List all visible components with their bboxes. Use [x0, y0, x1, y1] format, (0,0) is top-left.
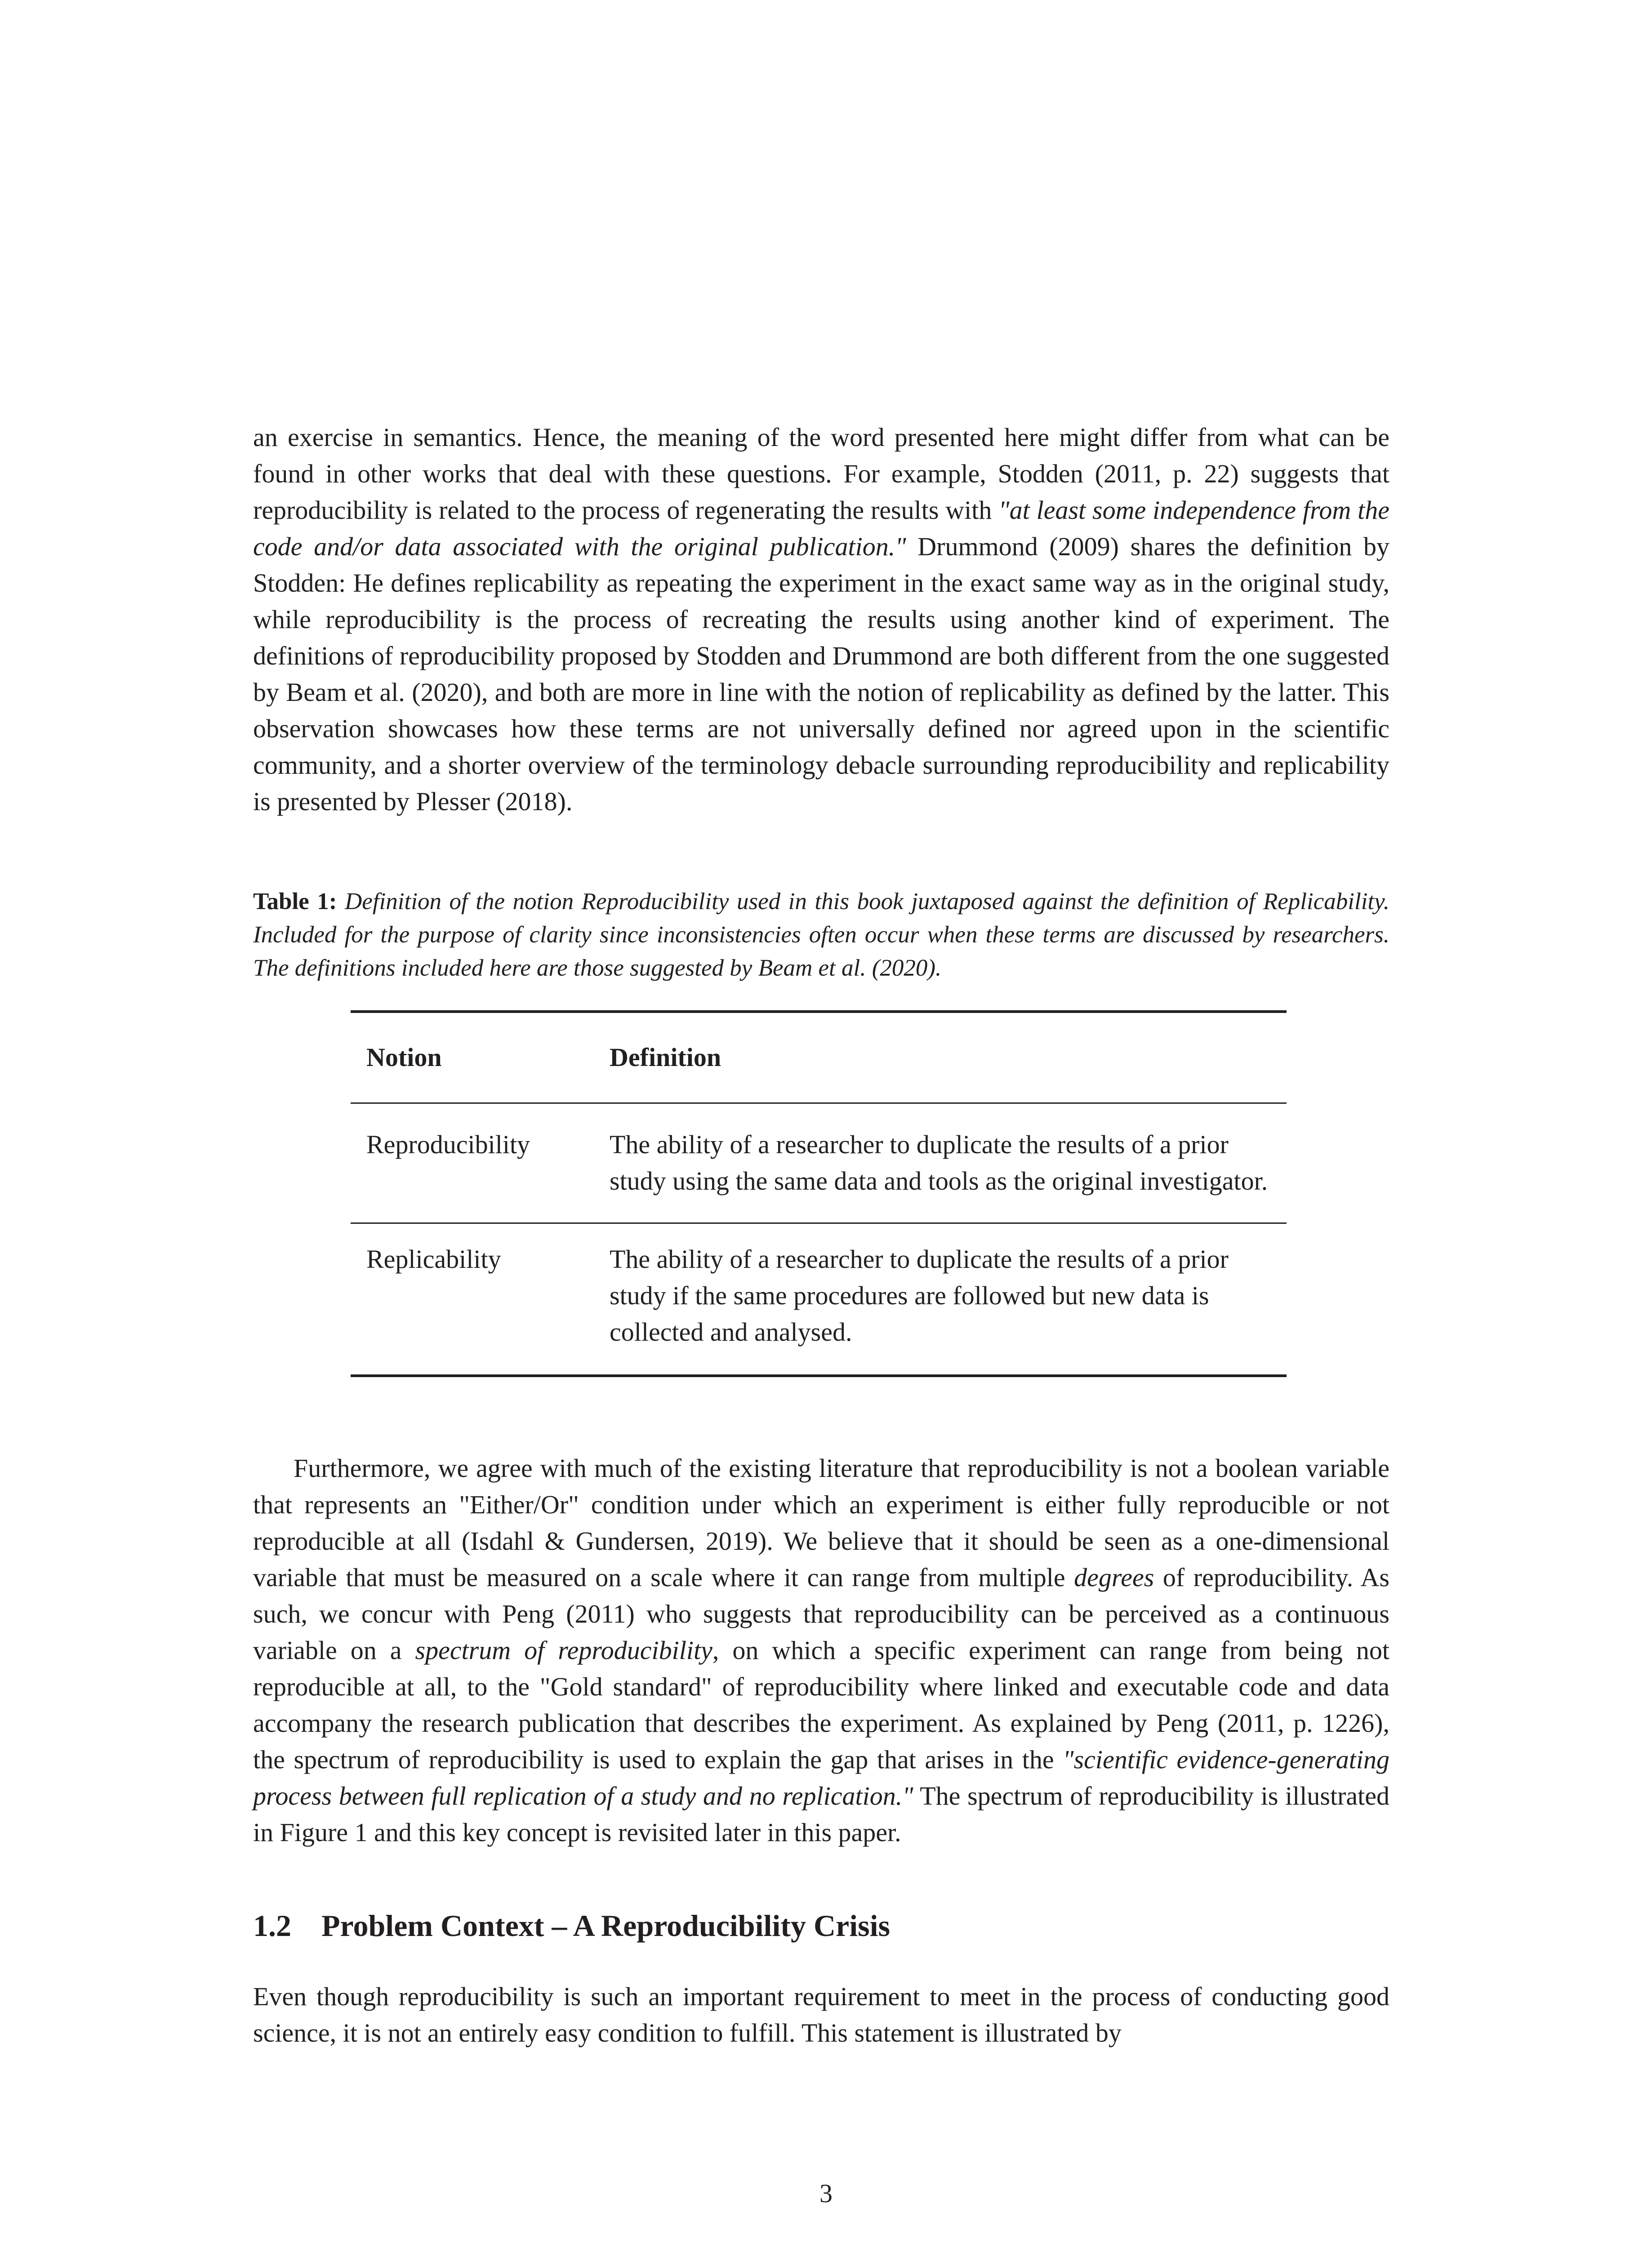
table-row	[351, 1104, 1287, 1222]
paragraph-1-text-b: Drummond (2009) shares the definition by Stodden: He defines replicability as repeating the experiment in the exact same way as in the original study, while reproducibility is the process of recreating the results using another kind of experiment. The definitions of reproducibility proposed by Stodden and Drummond are both different from the one suggested by Beam et al. (2020), and both are more in line with the notion of replicability as defined by the latter. This observation showcases how these terms are not universally defined nor agreed upon in the scientific community, and a shorter overview of the terminology debacle surrounding reproducibility and replicability is presented by Plesser (2018).	[253, 532, 1389, 816]
definitions-table	[351, 1010, 1287, 1377]
section-number: 1.2	[253, 1909, 291, 1943]
table-caption-text: Definition of the notion Reproducibility used in this book juxtaposed against the definition of Replicability. Included for the purpose of clarity since inconsistencies often occur when these terms are discussed by researchers. The definitions included here are those suggested by Beam et al. (2020).	[253, 888, 1389, 981]
section-heading	[253, 1905, 890, 1946]
table-row	[351, 1224, 1287, 1374]
header-notion: Notion	[366, 1043, 442, 1072]
paragraph-2-text-b: of reproducibility. As such, we concur with Peng (2011) who suggests that reproducibility can be perceived as a continuous variable on a	[253, 1563, 1389, 1665]
table-caption	[253, 885, 1389, 985]
table-header-row	[351, 1013, 1287, 1102]
paragraph-1-text-a: an exercise in semantics. Hence, the meaning of the word presented here might differ from what can be found in other works that deal with these questions. For example, Stodden (2011, p. 22) suggests that reproducibility is related to the process of regenerating the results with	[253, 423, 1389, 525]
quote-stodden: "at least some independence from the code and/or data associated with the original publication."	[253, 495, 1389, 561]
section-title: Problem Context – A Reproducibility Crisis	[321, 1909, 890, 1943]
paragraph-2-text-d: The spectrum of reproducibility is illustrated in Figure 1 and this key concept is revisited later in this paper.	[253, 1781, 1390, 1847]
header-definition: Definition	[610, 1043, 721, 1072]
definition-cell: The ability of a researcher to duplicate the results of a prior study if the same procedures are followed but new data is collected and analysed.	[610, 1244, 1229, 1347]
paragraph-2-text-c: , on which a specific experiment can range from being not reproducible at all, to the "Gold standard" of reproducibility where linked and executable code and data accompany the research publication that describes the experiment. As explained by Peng (2011, p. 1226), the spectrum of reproducibility is used to explain the gap that arises in the	[253, 1636, 1390, 1774]
emphasis-spectrum: spectrum of reproducibility	[415, 1636, 712, 1665]
table-bottom-rule	[351, 1374, 1287, 1377]
emphasis-degrees: degrees	[1074, 1563, 1154, 1592]
notion-cell: Reproducibility	[366, 1130, 530, 1159]
page-number: 3	[819, 2179, 833, 2208]
body-paragraph-3: Even though reproducibility is such an important requirement to meet in the process of conducting good science, it is not an entirely easy condition to fulfill. This statement is illustrated by	[253, 1982, 1389, 2047]
table-caption-label: Table 1:	[253, 888, 337, 914]
paragraph-2-text-a: Furthermore, we agree with much of the existing literature that reproducibility is not a boolean variable that represents an "Either/Or" condition under which an experiment is either fully reproducible or not reproducible at all (Isdahl & Gundersen, 2019). We believe that it should be seen as a one-dimensional variable that must be measured on a scale where it can range from multiple	[253, 1454, 1389, 1592]
notion-cell: Replicability	[366, 1244, 501, 1274]
body-paragraph-2	[253, 1450, 1389, 1851]
body-paragraph-1	[253, 419, 1389, 820]
quote-peng: "scientific evidence-generating process between full replication of a study and no replication."	[253, 1745, 1389, 1811]
definition-cell: The ability of a researcher to duplicate the results of a prior study using the same data and tools as the original investigator.	[610, 1130, 1268, 1195]
